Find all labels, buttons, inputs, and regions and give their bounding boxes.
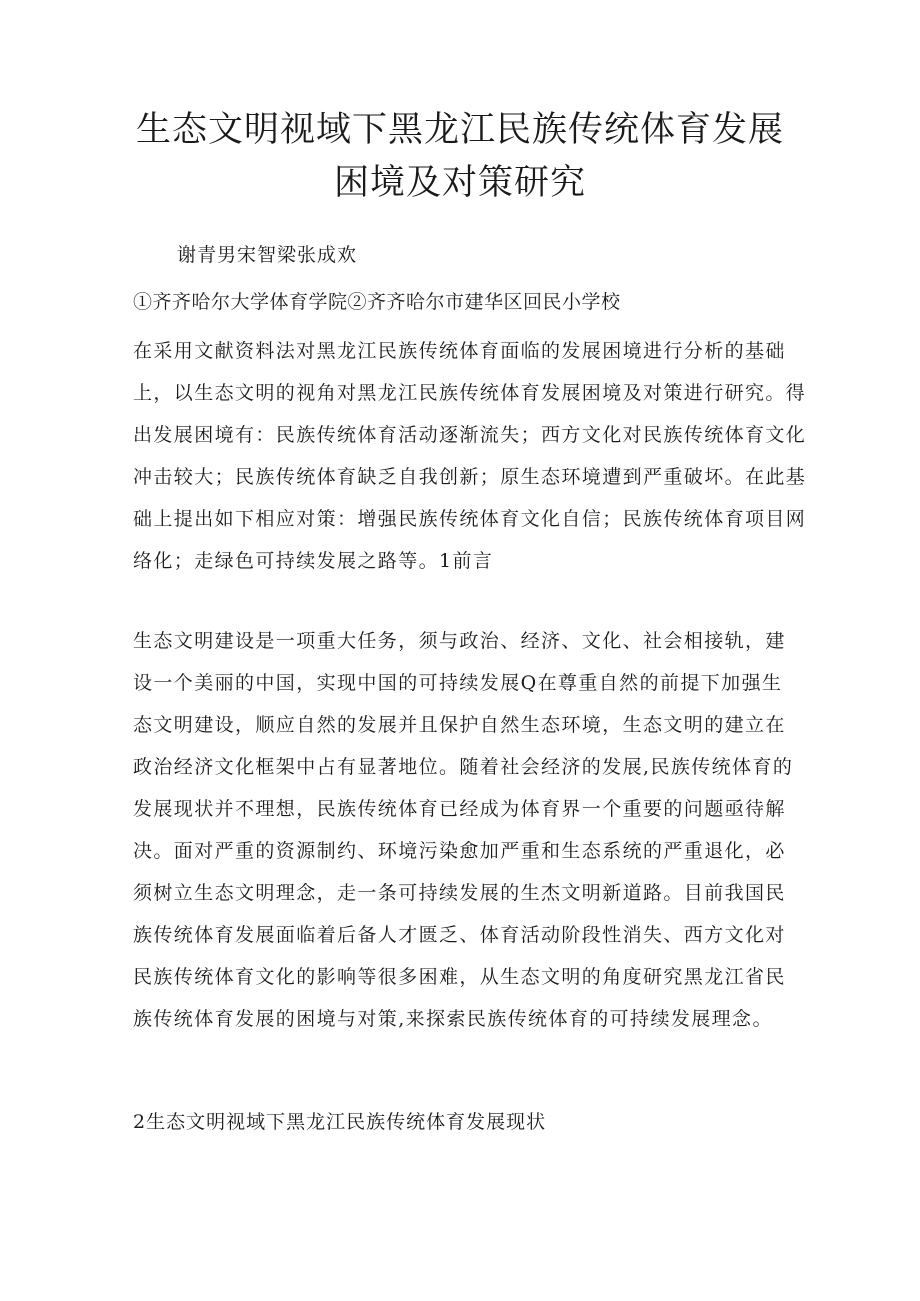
- abstract-line: 在采用文献资料法对黑龙江民族传统体育面临的发展困境进行分析的基础: [133, 340, 786, 362]
- abstract-line: 上，以生态文明的视角对黑龙江民族传统体育发展困境及对策进行研究。得: [133, 382, 807, 404]
- affiliations: ①齐齐哈尔大学体育学院②齐齐哈尔市建华区回民小学校: [133, 291, 621, 313]
- abstract-paragraph: [133, 330, 807, 582]
- intro-line: 态文明建设，顺应自然的发展并且保护自然生态环境，生态文明的建立在: [133, 714, 786, 736]
- author-list: 谢青男宋智梁张成欢: [177, 244, 358, 266]
- section-2-heading: 2生态文明视域下黑龙江民族传统体育发展现状: [133, 1111, 547, 1133]
- intro-line: 设一个美丽的中国，实现中国的可持续发展Q在尊重自然的前提下加强生: [133, 672, 783, 694]
- intro-line: 发展现状并不理想，民族传统体育已经成为体育界一个重要的问题亟待解: [133, 798, 786, 820]
- document-title: [120, 104, 800, 210]
- abstract-line: 冲击较大；民族传统体育缺乏自我创新；原生态环境遭到严重破坏。在此基: [133, 466, 807, 488]
- intro-line: 族传统体育发展面临着后备人才匮乏、体育活动阶段性消失、西方文化对: [133, 924, 786, 946]
- intro-line: 民族传统体育文化的影响等很多困难，从生态文明的角度研究黑龙江省民: [133, 966, 786, 988]
- abstract-line: 础上提出如下相应对策：增强民族传统体育文化自信；民族传统体育项目网: [133, 508, 807, 530]
- intro-line: 决。面对严重的资源制约、环境污染愈加严重和生态系统的严重退化，必: [133, 840, 786, 862]
- abstract-line: 络化；走绿色可持续发展之路等。1前言: [133, 550, 494, 572]
- title-line-1: 生态文明视域下黑龙江民族传统体育发展: [135, 110, 784, 150]
- intro-line: 生态文明建设是一项重大任务，须与政治、经济、文化、社会相接轨，建: [133, 630, 786, 652]
- intro-line: 须树立生态文明理念，走一条可持续发展的生杰文明新道路。目前我国民: [133, 882, 786, 904]
- intro-line: 政治经济文化框架中占有显著地位。随着社会经济的发展,民族传统体育的: [133, 756, 794, 778]
- title-line-2: 困境及对策研究: [333, 163, 586, 203]
- intro-line: 族传统体育发展的困境与对策,来探索民族传统体育的可持续发展理念。: [133, 1008, 773, 1030]
- introduction-paragraph: [133, 620, 793, 1040]
- abstract-line: 出发展困境有：民族传统体育活动逐渐流失；西方文化对民族传统体育文化: [133, 424, 807, 446]
